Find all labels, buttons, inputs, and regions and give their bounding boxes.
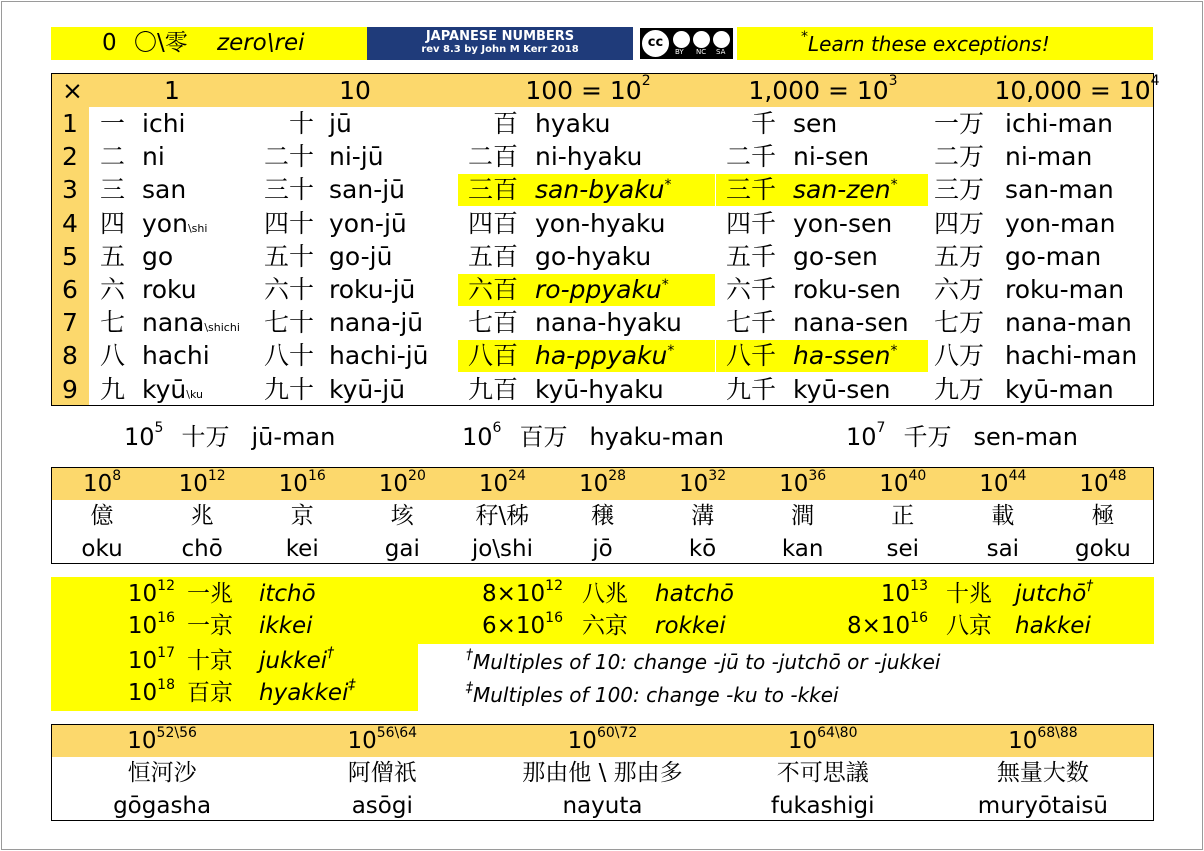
cc-label-sa: SA bbox=[716, 48, 726, 56]
ones-romaji: go bbox=[142, 241, 174, 271]
hundreds-kanji: 七百 bbox=[467, 308, 518, 338]
exception-number: $10^{13}$ bbox=[880, 578, 928, 607]
ones-romaji: ni bbox=[142, 142, 165, 172]
hundreds-kanji: 百 bbox=[492, 109, 518, 138]
column-header: 10 bbox=[339, 76, 371, 105]
hundreds-kanji: 二百 bbox=[467, 142, 518, 172]
power-label: $10^{20}$ bbox=[378, 468, 426, 497]
power-label: $10^{52\backslash 56}$ bbox=[127, 725, 197, 754]
exception-romaji: hatchō bbox=[655, 581, 734, 607]
ones-kanji: 三 bbox=[100, 175, 126, 205]
huge-romaji: asōgi bbox=[351, 793, 413, 819]
hundreds-romaji: san-byaku* bbox=[535, 175, 672, 205]
thousands-kanji: 六千 bbox=[725, 275, 776, 304]
exceptions-note: *Learn these exceptions! bbox=[801, 29, 1050, 56]
ones-kanji: 六 bbox=[100, 275, 126, 304]
power-label: $10^{64\backslash 80}$ bbox=[787, 725, 858, 754]
huge-number-column bbox=[272, 725, 492, 820]
huge-romaji: fukashigi bbox=[770, 793, 875, 819]
large-kanji: 正 bbox=[891, 503, 915, 529]
row-number: 2 bbox=[62, 142, 78, 172]
power-label: $10^{24}$ bbox=[478, 468, 526, 497]
tens-kanji: 七十 bbox=[263, 308, 314, 338]
hundreds-romaji: ro-ppyaku* bbox=[535, 275, 669, 304]
column-header: 1 bbox=[164, 76, 180, 105]
thousands-kanji: 四千 bbox=[725, 208, 776, 238]
exception-romaji: jutchō† bbox=[1015, 578, 1094, 607]
exception-romaji: itchō bbox=[259, 581, 316, 607]
large-romaji: gai bbox=[384, 536, 420, 562]
column-header: $10,000 = 10^4$ bbox=[994, 73, 1160, 105]
large-kanji: 京 bbox=[290, 503, 314, 529]
tens-romaji: kyū-jū bbox=[329, 374, 406, 404]
exception-romaji: hyakkei‡ bbox=[259, 677, 356, 706]
ten-thousands-kanji: 三万 bbox=[934, 175, 985, 205]
ones-romaji: hachi bbox=[142, 341, 210, 371]
tens-kanji: 十 bbox=[288, 109, 314, 138]
zero-romaji: zero\rei bbox=[217, 30, 305, 56]
thousands-romaji: san-zen* bbox=[793, 175, 898, 205]
ten-thousands-romaji: hachi-man bbox=[1005, 341, 1138, 371]
large-number-column bbox=[853, 468, 953, 563]
hundreds-kanji: 九百 bbox=[467, 374, 518, 404]
large-number-column bbox=[1053, 468, 1153, 563]
table-row bbox=[52, 240, 1153, 273]
ones-kanji: 二 bbox=[100, 142, 126, 172]
exceptions-banner bbox=[737, 27, 1153, 60]
exception-kanji: 一兆 bbox=[187, 581, 233, 607]
row-number: 9 bbox=[62, 374, 78, 404]
ten-thousands-romaji: san-man bbox=[1005, 175, 1114, 205]
hundreds-romaji: hyaku bbox=[535, 109, 611, 138]
row-number: 4 bbox=[62, 208, 78, 238]
large-romaji: oku bbox=[81, 536, 123, 562]
huge-kanji: 不可思議 bbox=[776, 760, 869, 786]
large-romaji: kei bbox=[285, 536, 319, 562]
ones-kanji: 一 bbox=[100, 109, 126, 138]
thousands-romaji: nana-sen bbox=[793, 308, 909, 338]
nc-icon bbox=[693, 31, 710, 48]
cc-label-nc: NC bbox=[696, 48, 707, 56]
ten-thousands-romaji: ni-man bbox=[1005, 142, 1093, 172]
exception-number: $10^{16}$ bbox=[127, 610, 175, 639]
thousands-romaji: sen bbox=[793, 109, 838, 138]
table-row bbox=[52, 140, 1153, 173]
ten-thousands-kanji: 五万 bbox=[934, 241, 985, 271]
tens-kanji: 六十 bbox=[263, 275, 314, 304]
zero-kanji: 〇\零 bbox=[134, 30, 188, 56]
large-kanji: 穣 bbox=[590, 503, 614, 529]
power-label: $10^{16}$ bbox=[278, 468, 326, 497]
huge-romaji: muryōtaisū bbox=[977, 793, 1108, 819]
exception-number: $10^{12}$ bbox=[127, 578, 175, 607]
exception-kanji: 六京 bbox=[582, 613, 628, 639]
power-label: $10^{56\backslash 64}$ bbox=[347, 725, 418, 754]
large-number-column bbox=[52, 468, 152, 563]
large-romaji: jo\shi bbox=[471, 536, 533, 562]
ten-thousands-kanji: 八万 bbox=[934, 341, 985, 371]
tens-romaji: go-jū bbox=[329, 241, 393, 271]
power-entry: $10^6$ 百万 hyaku-man bbox=[462, 420, 724, 451]
thousands-kanji: 九千 bbox=[725, 374, 776, 404]
hundreds-romaji: ni-hyaku bbox=[535, 142, 643, 172]
thousands-romaji: ha-ssen* bbox=[793, 341, 898, 371]
large-number-column bbox=[552, 468, 652, 563]
power-entry: $10^7$ 千万 sen-man bbox=[846, 420, 1078, 451]
exception-kanji: 百京 bbox=[187, 680, 233, 706]
tens-kanji: 五十 bbox=[263, 241, 314, 271]
hundreds-kanji: 四百 bbox=[467, 208, 518, 238]
main-table bbox=[51, 73, 1160, 406]
table-row bbox=[52, 273, 1153, 306]
table-row bbox=[52, 207, 1153, 240]
large-kanji: 溝 bbox=[691, 503, 715, 529]
column-header: $1,000 = 10^3$ bbox=[748, 73, 898, 105]
huge-number-column bbox=[933, 725, 1153, 820]
hundreds-kanji: 六百 bbox=[467, 275, 518, 304]
exception-romaji: rokkei bbox=[655, 613, 726, 639]
large-number-column bbox=[352, 468, 452, 563]
tens-kanji: 九十 bbox=[263, 374, 314, 404]
ten-thousands-romaji: roku-man bbox=[1005, 275, 1125, 304]
ones-romaji: roku bbox=[142, 275, 197, 304]
exception-number: $8\times 10^{12}$ bbox=[482, 578, 563, 607]
thousands-kanji: 七千 bbox=[725, 308, 776, 338]
large-romaji: sei bbox=[886, 536, 920, 562]
ten-thousands-romaji: kyū-man bbox=[1005, 374, 1114, 404]
ones-romaji: yon\shi bbox=[142, 208, 208, 238]
exception-number: $10^{18}$ bbox=[127, 677, 175, 706]
large-romaji: goku bbox=[1075, 536, 1131, 562]
large-number-column bbox=[953, 468, 1053, 563]
sa-icon bbox=[713, 31, 730, 48]
corner-times: × bbox=[62, 76, 83, 105]
ten-thousands-kanji: 六万 bbox=[934, 275, 985, 304]
thousands-kanji: 五千 bbox=[725, 241, 776, 271]
exception-number: $10^{17}$ bbox=[127, 645, 175, 674]
row-number: 5 bbox=[62, 241, 78, 271]
large-romaji: kō bbox=[688, 536, 717, 562]
ten-thousands-romaji: go-man bbox=[1005, 241, 1102, 271]
exception-kanji: 一京 bbox=[187, 613, 233, 639]
thousands-romaji: go-sen bbox=[793, 241, 878, 271]
huge-number-column bbox=[492, 725, 712, 820]
row-number: 7 bbox=[62, 308, 78, 338]
ones-kanji: 七 bbox=[100, 308, 126, 338]
power-label: $10^{60\backslash 72}$ bbox=[567, 725, 638, 754]
exception-number: $8\times 10^{16}$ bbox=[847, 610, 928, 639]
large-kanji: 載 bbox=[991, 503, 1015, 529]
tens-romaji: roku-jū bbox=[329, 275, 416, 304]
huge-kanji: 無量大数 bbox=[996, 760, 1089, 786]
large-romaji: sai bbox=[986, 536, 1020, 562]
large-kanji: 澗 bbox=[791, 503, 815, 529]
large-kanji: 兆 bbox=[190, 503, 214, 529]
subtitle: rev 8.3 by John M Kerr 2018 bbox=[421, 44, 579, 55]
hundreds-kanji: 三百 bbox=[467, 175, 518, 205]
large-number-column bbox=[252, 468, 352, 563]
table-row bbox=[52, 173, 1153, 206]
column-header: $100 = 10^2$ bbox=[525, 73, 651, 105]
note-multiples-10: †Multiples of 10: change -jū to -jutchō or -jukkei bbox=[466, 647, 941, 674]
exception-kanji: 八京 bbox=[946, 613, 992, 639]
row-number: 3 bbox=[62, 175, 78, 205]
table-row bbox=[52, 306, 1153, 339]
ones-kanji: 八 bbox=[100, 341, 126, 371]
exception-number: $6\times 10^{16}$ bbox=[482, 610, 563, 639]
ones-romaji: san bbox=[142, 175, 187, 205]
by-icon bbox=[673, 31, 690, 48]
thousands-romaji: roku-sen bbox=[793, 275, 901, 304]
row-number: 6 bbox=[62, 275, 78, 304]
ten-thousands-kanji: 七万 bbox=[934, 308, 985, 338]
table-row bbox=[52, 107, 1153, 140]
huge-number-column bbox=[713, 725, 933, 820]
table-row bbox=[52, 373, 1153, 406]
exception-romaji: hakkei bbox=[1015, 613, 1091, 639]
row-number: 8 bbox=[62, 341, 78, 371]
huge-kanji: 恒河沙 bbox=[127, 760, 197, 786]
large-romaji: jō bbox=[592, 536, 613, 562]
large-kanji: 垓 bbox=[390, 503, 414, 529]
huge-kanji: 那由他 \ 那由多 bbox=[522, 760, 683, 786]
huge-romaji: nayuta bbox=[562, 793, 643, 819]
ten-thousands-kanji: 九万 bbox=[934, 374, 985, 404]
hundreds-kanji: 五百 bbox=[467, 241, 518, 271]
ones-romaji: nana\shichi bbox=[142, 308, 240, 338]
title-block bbox=[367, 27, 633, 60]
hundreds-romaji: kyū-hyaku bbox=[535, 374, 664, 404]
large-number-column bbox=[753, 468, 853, 563]
power-label: $10^{12}$ bbox=[178, 468, 226, 497]
power-label: $10^{28}$ bbox=[578, 468, 627, 497]
ones-romaji: kyū\ku bbox=[142, 374, 203, 404]
thousands-kanji: 三千 bbox=[725, 175, 776, 205]
thousands-romaji: kyū-sen bbox=[793, 374, 891, 404]
large-kanji: 極 bbox=[1091, 503, 1115, 529]
ten-thousands-romaji: yon-man bbox=[1005, 208, 1116, 238]
power-label: $10^{48}$ bbox=[1079, 468, 1127, 497]
zero-banner bbox=[51, 27, 367, 60]
cc-label-by: BY bbox=[675, 48, 684, 56]
exception-kanji: 十兆 bbox=[946, 581, 992, 607]
large-number-column bbox=[653, 468, 753, 563]
large-kanji: 億 bbox=[90, 503, 114, 529]
large-number-column bbox=[452, 468, 552, 563]
cc-license-badge bbox=[640, 28, 733, 59]
tens-kanji: 四十 bbox=[263, 208, 314, 238]
cc-icon: cc bbox=[642, 30, 669, 57]
ten-thousands-romaji: nana-man bbox=[1005, 308, 1132, 338]
thousands-kanji: 千 bbox=[750, 109, 776, 138]
power-label: $10^{68\backslash 88}$ bbox=[1008, 725, 1078, 754]
ones-kanji: 四 bbox=[100, 208, 126, 238]
power-label: $10^8$ bbox=[82, 468, 122, 497]
ones-kanji: 九 bbox=[100, 374, 126, 404]
thousands-kanji: 二千 bbox=[725, 142, 776, 172]
tens-romaji: nana-jū bbox=[329, 308, 424, 338]
hundreds-romaji: yon-hyaku bbox=[535, 208, 666, 238]
power-label: $10^{32}$ bbox=[679, 468, 727, 497]
tens-kanji: 三十 bbox=[263, 175, 314, 205]
hundreds-romaji: ha-ppyaku* bbox=[535, 341, 675, 371]
large-kanji: 秄\秭 bbox=[475, 503, 530, 529]
hundreds-romaji: nana-hyaku bbox=[535, 308, 682, 338]
thousands-kanji: 八千 bbox=[725, 341, 776, 371]
huge-romaji: gōgasha bbox=[113, 793, 212, 819]
exception-kanji: 八兆 bbox=[582, 581, 628, 607]
huge-number-column bbox=[52, 725, 272, 820]
row-number: 1 bbox=[62, 109, 78, 138]
hundreds-kanji: 八百 bbox=[467, 341, 518, 371]
ten-thousands-kanji: 四万 bbox=[934, 208, 985, 238]
ten-thousands-kanji: 二万 bbox=[934, 142, 985, 172]
note-multiples-100: ‡Multiples of 100: change -ku to -kkei bbox=[466, 680, 839, 707]
exception-kanji: 十京 bbox=[187, 648, 233, 674]
power-label: $10^{36}$ bbox=[779, 468, 827, 497]
zero-number: 0 bbox=[102, 30, 117, 56]
tens-romaji: ni-jū bbox=[329, 142, 384, 172]
table-row bbox=[52, 339, 1153, 372]
thousands-romaji: ni-sen bbox=[793, 142, 870, 172]
tens-kanji: 二十 bbox=[263, 142, 314, 172]
ones-kanji: 五 bbox=[100, 241, 126, 271]
exception-romaji: jukkei† bbox=[259, 645, 335, 674]
large-number-table bbox=[51, 467, 1154, 564]
exception-romaji: ikkei bbox=[259, 613, 313, 639]
ones-romaji: ichi bbox=[142, 109, 186, 138]
power-label: $10^{40}$ bbox=[879, 468, 927, 497]
ten-thousands-kanji: 一万 bbox=[934, 109, 985, 138]
large-number-column bbox=[152, 468, 252, 563]
power-label: $10^{44}$ bbox=[979, 468, 1027, 497]
tens-romaji: yon-jū bbox=[329, 208, 407, 238]
large-romaji: chō bbox=[181, 536, 223, 562]
tens-kanji: 八十 bbox=[263, 341, 314, 371]
title: JAPANESE NUMBERS bbox=[425, 29, 575, 44]
huge-number-table bbox=[51, 724, 1154, 821]
huge-kanji: 阿僧祇 bbox=[347, 760, 417, 786]
tens-romaji: san-jū bbox=[329, 175, 406, 205]
ten-thousands-romaji: ichi-man bbox=[1005, 109, 1114, 138]
power-entry: $10^5$ 十万 jū-man bbox=[124, 420, 336, 451]
tens-romaji: jū bbox=[329, 109, 352, 138]
tens-romaji: hachi-jū bbox=[329, 341, 429, 371]
hundreds-romaji: go-hyaku bbox=[535, 241, 652, 271]
thousands-romaji: yon-sen bbox=[793, 208, 893, 238]
large-romaji: kan bbox=[781, 536, 824, 562]
